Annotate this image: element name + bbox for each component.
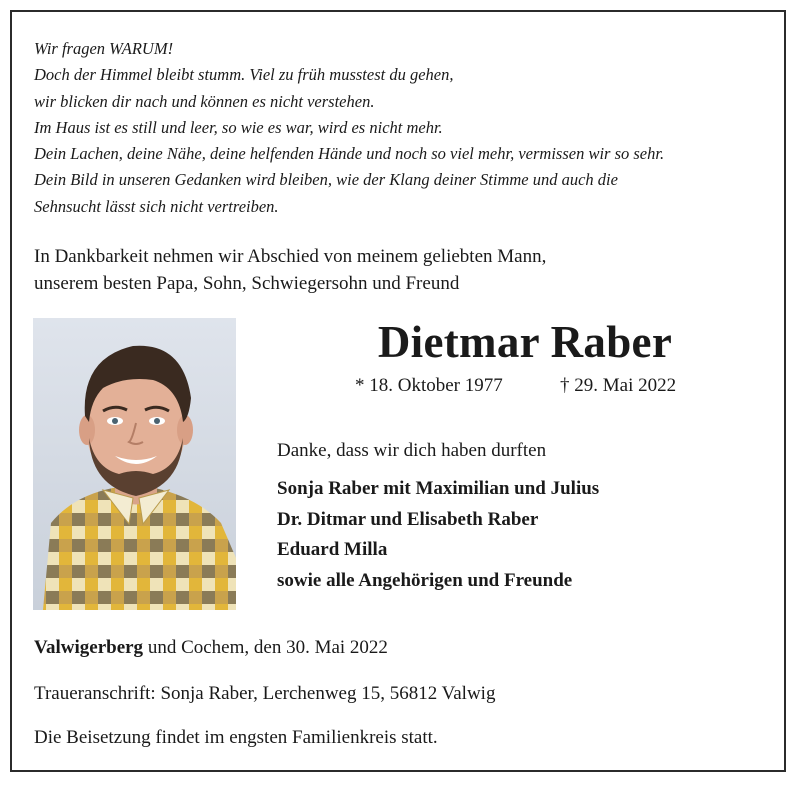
poem-line: Sehnsucht lässt sich nicht vertreiben. bbox=[34, 196, 279, 216]
mourner: sowie alle Angehörigen und Freunde bbox=[277, 569, 573, 591]
place-rest: und Cochem, den 30. Mai 2022 bbox=[143, 637, 388, 658]
deceased-name: Dietmar Raber bbox=[377, 317, 673, 367]
poem-line: Dein Bild in unseren Gedanken wird bleiben, wie der Klang deiner Stimme und auch die bbox=[34, 170, 618, 190]
intro-line: unserem besten Papa, Sohn, Schwiegersohn und Freund bbox=[34, 273, 460, 294]
poem-line: Im Haus ist es still und leer, so wie es war, wird es nicht mehr. bbox=[34, 117, 443, 137]
intro-text bbox=[34, 243, 774, 297]
intro-line: In Dankbarkeit nehmen wir Abschied von meinem geliebten Mann, bbox=[34, 246, 547, 267]
mourner: Sonja Raber mit Maximilian und Julius bbox=[277, 478, 600, 499]
burial-note: Die Beisetzung findet im engsten Familienkreis statt. bbox=[34, 727, 438, 748]
poem-line: wir blicken dir nach und können es nicht verstehen. bbox=[34, 91, 375, 111]
place-and-date bbox=[34, 637, 388, 659]
place-town: Valwigerberg bbox=[34, 637, 144, 658]
portrait-illustration bbox=[33, 318, 236, 610]
mourners-list bbox=[277, 474, 599, 596]
mourner: Dr. Ditmar und Elisabeth Raber bbox=[277, 508, 539, 530]
thanks-line: Danke, dass wir dich haben durften bbox=[277, 440, 547, 461]
mourner: Eduard Milla bbox=[277, 539, 388, 560]
birth-date: * 18. Oktober 1977 bbox=[355, 375, 503, 396]
poem-line: Wir fragen WARUM! bbox=[34, 39, 174, 58]
poem bbox=[34, 36, 784, 220]
death-date: † 29. Mai 2022 bbox=[560, 375, 677, 396]
portrait-photo bbox=[33, 318, 236, 610]
mourning-address: Traueranschrift: Sonja Raber, Lerchenweg 15, 56812 Valwig bbox=[34, 683, 496, 704]
poem-line: Doch der Himmel bleibt stumm. Viel zu früh musstest du gehen, bbox=[34, 65, 454, 85]
poem-line: Dein Lachen, deine Nähe, deine helfenden Hände und noch so viel mehr, vermissen wir so sehr. bbox=[34, 144, 665, 164]
